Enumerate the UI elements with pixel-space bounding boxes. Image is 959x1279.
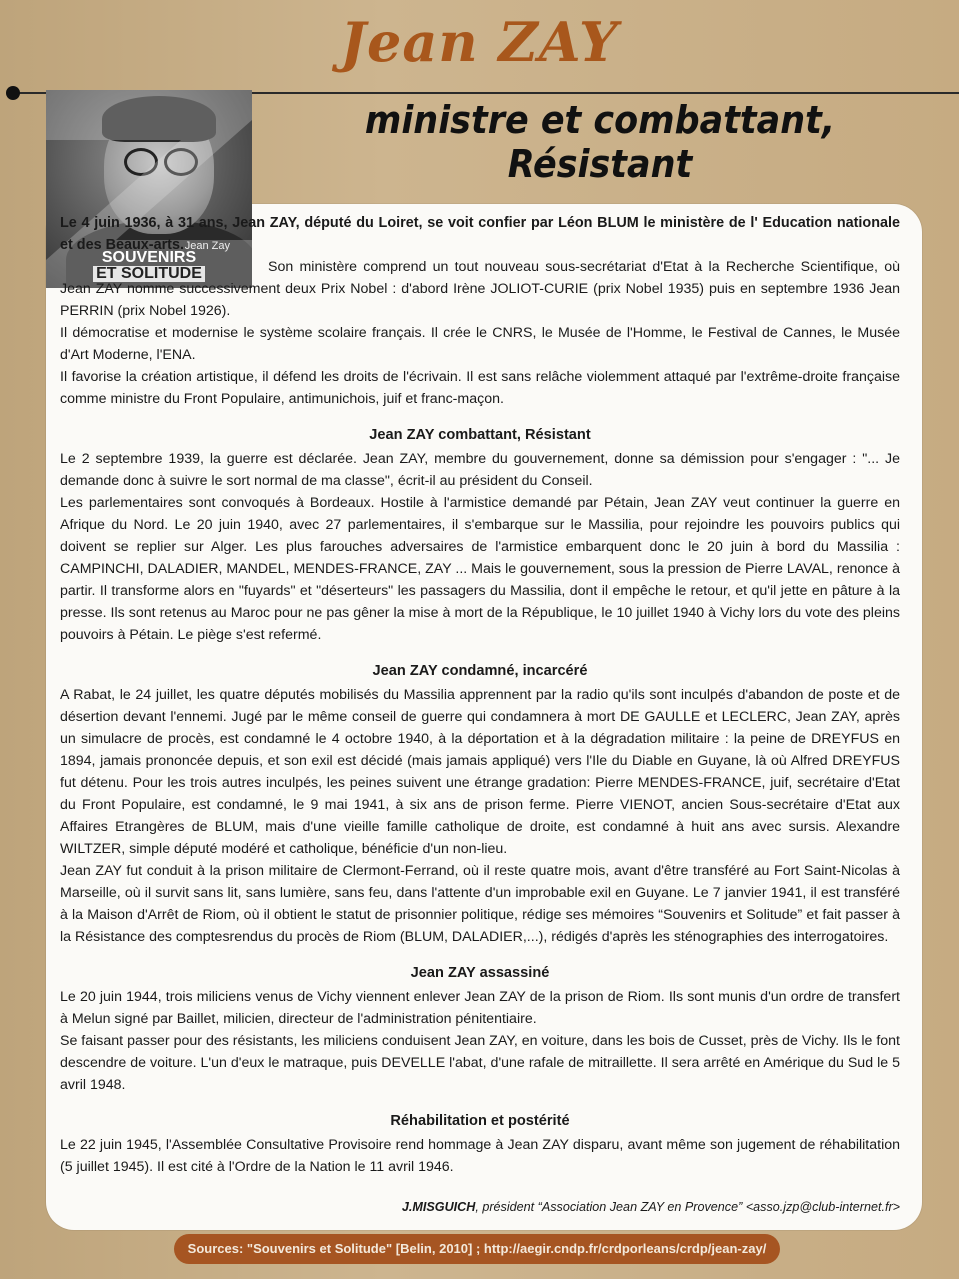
section-combattant-paragraph-2: Les parlementaires sont convoqués à Bordeaux. Hostile à l'armistice demandé par Pétain, Jean ZAY veut continuer la guerre en Afrique du Nord. Le 20 juin 1940, avec 27 parlementaires, il s'embarque sur le Massilia, pour rejoindre les pouvoirs publics qui doivent se replier sur Alger. Les plus farouches adversaires de l'armistice embarquent donc le 20 juin à bord du Massilia : CAMPINCHI, DALADIER, MANDEL, MENDES-FRANCE, ZAY ... Mais le gouvernement, sous la pression de Pierre LAVAL, renonce à partir. Il transforme alors en "fuyards" et "déserteurs" les passagers du Massilia, dont il empêche le retour, et qu'il jette en pâture à la presse. Ils sont retenus au Maroc pour ne pas gêner la mise à mort de la République, le 10 juillet 1940 à Vichy lors du vote des pleins pouvoirs à Pétain. Le piège s'est refermé. [60,495,900,643]
section-combattant-paragraph-1: Le 2 septembre 1939, la guerre est déclarée. Jean ZAY, membre du gouvernement, donne sa démission pour s'engager : "... Je demande donc à suivre le sort normal de ma classe", écrit-il au président du Conseil. [60,451,900,489]
section-rehabilitation-paragraph-1: Le 22 juin 1945, l'Assemblée Consultative Provisoire rend hommage à Jean ZAY disparu, avant même son jugement de réhabilitation (5 juillet 1945). Il est cité à l'Ordre de la Nation le 11 avril 1946. [60,1137,900,1175]
page-title: Jean ZAY [340,10,619,74]
page-subtitle: ministre et combattant, Résistant [364,98,836,186]
section-heading-assassine: Jean ZAY assassiné [410,965,550,981]
author-signature [60,1196,900,1218]
section-heading-condamne: Jean ZAY condamné, incarcéré [372,663,588,679]
header-rule-dot [6,86,20,100]
article-body [60,212,900,1218]
signature-email: <asso.jzp@club-internet.fr> [745,1200,900,1214]
intro-paragraph-1: Son ministère comprend un tout nouveau sous-secrétariat d'Etat à la Recherche Scientifique, où Jean ZAY nomme successivement deux Prix Nobel : d'abord Irène JOLIOT-CURIE (prix Nobel 1935) puis en septembre 1936 Jean PERRIN (prix Nobel 1926). [60,259,900,319]
cover-title-line2: ET SOLITUDE [93,266,205,282]
section-assassine-paragraph-1: Le 20 juin 1944, trois miliciens venus de Vichy viennent enlever Jean ZAY de la prison de Riom. Ils sont munis d'un ordre de transfert à Melun signé par Baillet, milicien, directeur de l'administration pénitentiaire. [60,989,900,1027]
cover-title-line1: SOUVENIRS [101,249,197,266]
cover-author: Jean Zay [184,240,230,252]
sources-bar: Sources: "Souvenirs et Solitude" [Belin, 2010] ; http://aegir.cndp.fr/crdporleans/crdp/jean-zay/ [174,1234,780,1264]
section-condamne-paragraph-1: A Rabat, le 24 juillet, les quatre députés mobilisés du Massilia apprennent par la radio qu'ils sont inculpés d'abandon de poste et de désertion devant l'ennemi. Jugé par le même conseil de guerre qui condamnera à mort DE GAULLE et LECLERC, Jean ZAY, après un simulacre de procès, est condamné le 4 octobre 1940, à la déportation et à la dégradation militaire : la peine de DREYFUS en 1894, jamais prononcée depuis, et son exil est décidé (mais jamais appliqué) vers l'Ile du Diable en Guyane, là où Alfred DREYFUS fut détenu. Pour les trois autres inculpés, les peines suivent une étrange gradation: Pierre MENDES-FRANCE, juif, secrétaire d'Etat du Front Populaire, est condamné, le 9 mai 1941, à six ans de prison ferme. Pierre VIENOT, ancien Sous-secrétaire d'Etat aux Affaires Etrangères de BLUM, mais d'une vieille famille catholique de droite, est condamné à huit ans avec sursis. Alexandre WILTZER, simple député modéré et catholique, bénéficie d'un non-lieu. [60,687,900,857]
signature-role: , président “Association Jean ZAY en Provence” [475,1200,746,1214]
section-heading-combattant: Jean ZAY combattant, Résistant [369,427,591,443]
intro-paragraph-3: Il favorise la création artistique, il défend les droits de l'écrivain. Il est sans relâche violemment attaqué par l'extrême-droite française comme ministre du Front Populaire, antimunichois, juif et franc-maçon. [60,369,900,407]
section-heading-rehabilitation: Réhabilitation et postérité [390,1113,570,1129]
signature-name: J.MISGUICH [401,1200,476,1214]
section-assassine-paragraph-2: Se faisant passer pour des résistants, les miliciens conduisent Jean ZAY, en voiture, dans les bois de Cusset, près de Vichy. Ils le font descendre de voiture. L'un d'eux le matraque, puis DEVELLE l'abat, d'une rafale de mitraillette. Il sera arrêté en Amérique du Sud le 5 avril 1948. [60,1033,900,1093]
section-condamne-paragraph-2: Jean ZAY fut conduit à la prison militaire de Clermont-Ferrand, où il reste quatre mois, avant d'être transféré au Fort Saint-Nicolas à Marseille, où il survit sans lit, sans lumière, sans feu, dans l'attente d'un improbable exil en Guyane. Le 7 janvier 1941, il est transféré à la Maison d'Arrêt de Riom, où il obtient le statut de prisonnier politique, rédige ses mémoires “Souvenirs et Solitude” et fait passer à la Résistance des comptesrendus du procès de Riom (BLUM, DALADIER,...), rédigés d'après les sténographies des interrogatoires. [60,863,900,945]
intro-lead: Le 4 juin 1936, à 31 ans, Jean ZAY, député du Loiret, se voit confier par Léon BLUM le ministère de l' Education nationale et des Beaux-arts. [60,215,900,253]
intro-paragraph-2: Il démocratise et modernise le système scolaire français. Il crée le CNRS, le Musée de l'Homme, le Festival de Cannes, le Musée d'Art Moderne, l'ENA. [60,325,900,363]
